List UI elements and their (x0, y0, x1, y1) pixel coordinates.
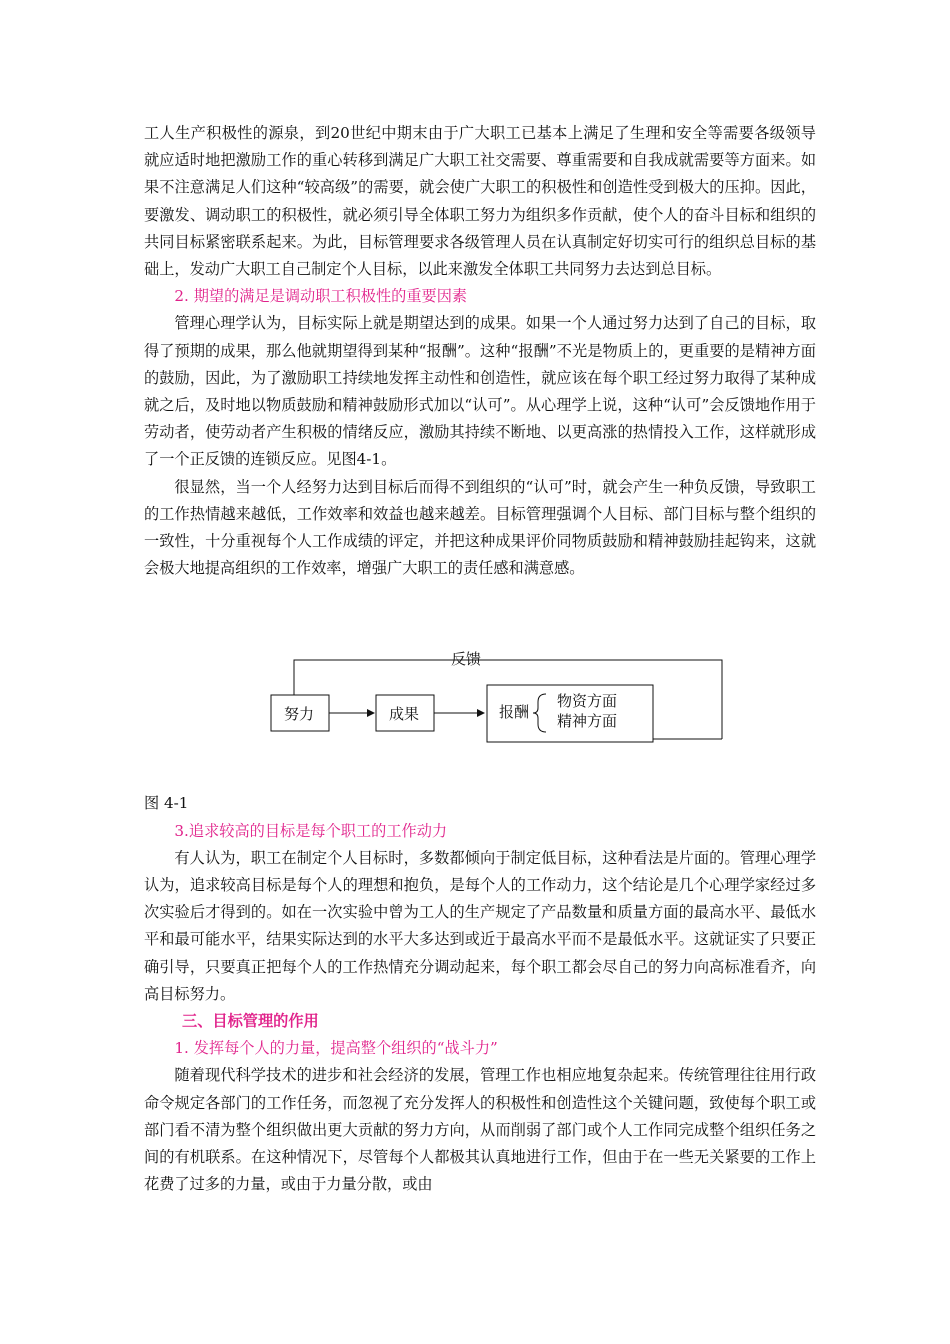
paragraph: 很显然，当一个人经努力达到目标后而得不到组织的“认可”时，就会产生一种负反馈，导致职工的工作热情越来越低，工作效率和效益也越来越差。目标管理强调个人目标、部门目标与整个组织的一致性，十分重视每个人工作成绩的评定，并把这种成果评价同物质鼓励和精神鼓励挂起钩来，这就会极大地提高组织的工作效率，增强广大职工的责任感和满意感。 (144, 477, 816, 578)
document-page (144, 120, 816, 1199)
section-heading-2: 2. 期望的满足是调动职工积极性的重要因素 (174, 287, 468, 306)
paragraph: 随着现代科学技术的进步和社会经济的发展，管理工作也相应地复杂起来。传统管理往往用行政命令规定各部门的工作任务，而忽视了充分发挥人的积极性和创造性这个关键问题，致使每个职工或部门看不清为整个组织做出更大贡献的努力方向，从而削弱了部门或个人工作同完成整个组织任务之间的有机联系。在这种情况下，尽管每个人都极其认真地进行工作，但由于在一些无关紧要的工作上花费了过多的力量，或由于力量分散，或由 (144, 1066, 816, 1194)
reward-label: 报酬 (499, 703, 530, 722)
paragraph: 管理心理学认为，目标实际上就是期望达到的成果。如果一个人通过努力达到了自己的目标，取得了预期的成果，那么他就期望得到某种“报酬”。这种“报酬”不光是物质上的，更重要的是精神方面的鼓励，因此，为了激励职工持续地发挥主动性和创造性，就应该在每个职工经过努力取得了某种成就之后，及时地以物质鼓励和精神鼓励形式加以“认可”。从心理学上说，这种“认可”会反馈地作用于劳动者，使劳动者产生积极的情绪反应，激励其持续不断地、以更高涨的热情投入工作，这样就形成了一个正反馈的连锁反应。见图4-1。 (144, 314, 816, 469)
spiritual-label: 精神方面 (557, 712, 618, 731)
feedback-diagram (144, 602, 816, 790)
result-label: 成果 (389, 705, 420, 724)
effort-label: 努力 (284, 705, 315, 724)
section-heading-3: 3.追求较高的目标是每个职工的工作动力 (174, 821, 448, 840)
figure-4-1 (144, 602, 816, 790)
feedback-label: 反馈 (451, 650, 482, 669)
subsection-heading-1: 1. 发挥每个人的力量，提高整个组织的“战斗力” (174, 1039, 498, 1058)
material-label: 物资方面 (557, 692, 618, 711)
paragraph-continuation: 工人生产积极性的源泉，到20世纪中期末由于广大职工已基本上满足了生理和安全等需要各级领导就应适时地把激励工作的重心转移到满足广大职工社交需要、尊重需要和自我成就需要等方面来。如果不注意满足人们这种“较高级”的需要，就会使广大职工的积极性和创造性受到极大的压抑。因此，要激发、调动职工的积极性，就必须引导全体职工努力为组织多作贡献，使个人的奋斗目标和组织的共同目标紧密联系起来。为此，目标管理要求各级管理人员在认真制定好切实可行的组织总目标的基础上，发动广大职工自己制定个人目标，以此来激发全体职工共同努力去达到总目标。 (144, 124, 816, 279)
figure-caption: 图 4-1 (144, 794, 189, 813)
paragraph: 有人认为，职工在制定个人目标时，多数都倾向于制定低目标，这种看法是片面的。管理心理学认为，追求较高目标是每个人的理想和抱负，是每个人的工作动力，这个结论是几个心理学家经过多次实验后才得到的。如在一次实验中曾为工人的生产规定了产品数量和质量方面的最高水平、最低水平和最可能水平，结果实际达到的水平大多达到或近于最高水平而不是最低水平。这就证实了只要正确引导，只要真正把每个人的工作热情充分调动起来，每个职工都会尽自己的努力向高标准看齐，向高目标努力。 (144, 848, 816, 1003)
part-heading: 三、目标管理的作用 (182, 1012, 319, 1031)
